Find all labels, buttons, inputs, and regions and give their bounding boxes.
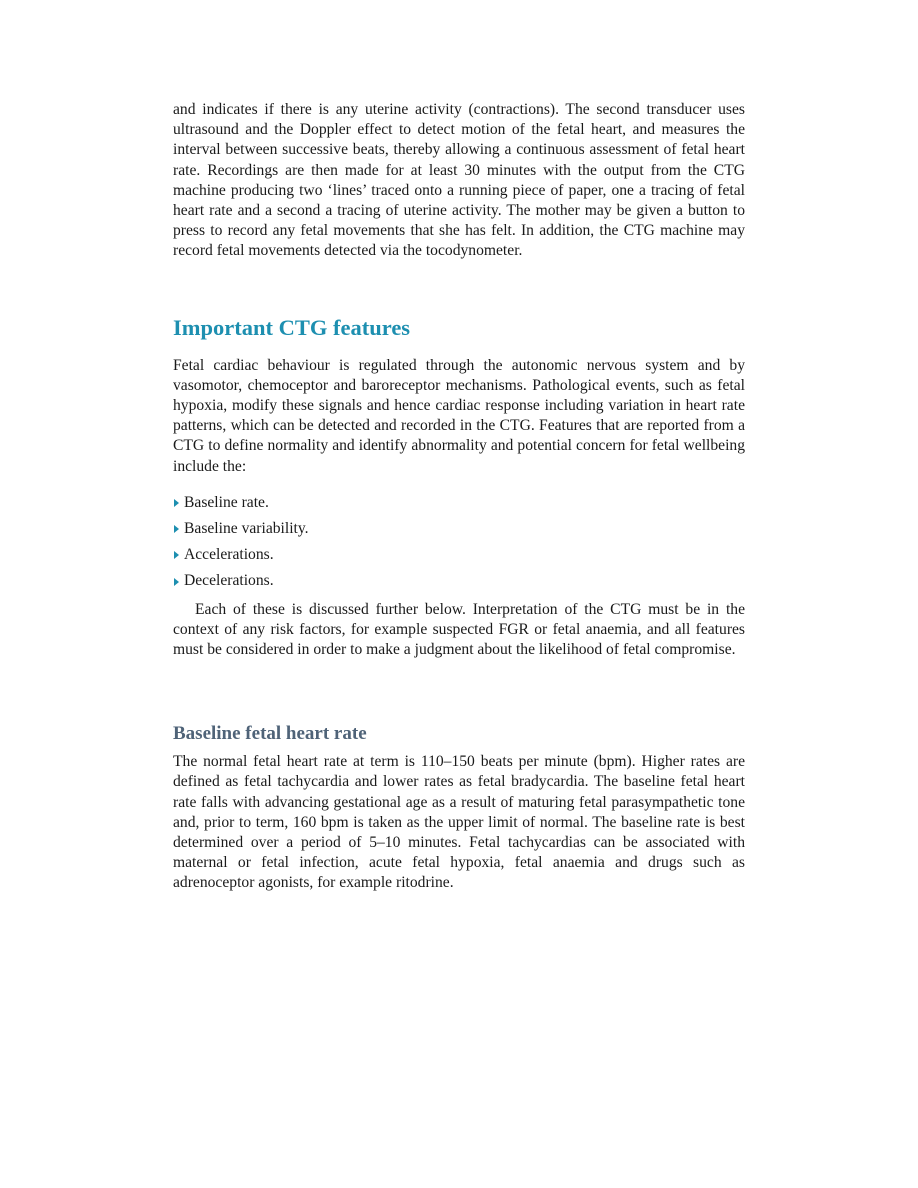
list-item-text: Baseline rate. (184, 493, 269, 511)
document-page (173, 100, 745, 894)
list-item (173, 571, 745, 591)
section-heading-important-ctg-features: Important CTG features (173, 314, 411, 340)
features-followup-paragraph: Each of these is discussed further below. Interpretation of the CTG must be in the context of any risk factors, for example suspected FGR or fetal anaemia, and all features must be considered in order to make a judgment about the likelihood of fetal compromise. (173, 600, 745, 659)
list-item-text: Decelerations. (184, 572, 274, 590)
section-heading-baseline-fetal-heart-rate: Baseline fetal heart rate (173, 723, 367, 745)
triangle-bullet-icon (174, 551, 179, 559)
list-item (173, 519, 745, 539)
intro-paragraph: and indicates if there is any uterine activity (contractions). The second transducer uses ultrasound and the Doppler effect to detect motion of the fetal heart, and measures the interval between successive beats, thereby allowing a continuous assessment of fetal heart rate. Recordings are then made for at least 30 minutes with the output from the CTG machine producing two ‘lines’ traced onto a running piece of paper, one a tracing of fetal heart rate and a second a tracing of uterine activity. The mother may be given a button to press to record any fetal movements that she has felt. In addition, the CTG machine may record fetal movements detected via the tocodynometer. (173, 101, 745, 260)
list-item (173, 493, 745, 513)
baseline-paragraph: The normal fetal heart rate at term is 110–150 beats per minute (bpm). Higher rates are defined as fetal tachycardia and lower rates as fetal bradycardia. The baseline fetal heart rate falls with advancing gestational age as a result of maturing fetal parasympathetic tone and, prior to term, 160 bpm is taken as the upper limit of normal. The baseline rate is best determined over a period of 5–10 minutes. Fetal tachycardias can be associated with maternal or fetal infection, acute fetal hypoxia, fetal anaemia and drugs such as adrenoceptor agonists, for example ritodrine. (173, 753, 745, 892)
list-item-text: Accelerations. (184, 546, 274, 564)
list-item-text: Baseline variability. (184, 520, 309, 538)
triangle-bullet-icon (174, 525, 179, 533)
ctg-features-list (173, 493, 745, 592)
triangle-bullet-icon (174, 499, 179, 507)
list-item (173, 545, 745, 565)
important-features-paragraph: Fetal cardiac behaviour is regulated through the autonomic nervous system and by vasomotor, chemoceptor and baroreceptor mechanisms. Pathological events, such as fetal hypoxia, modify these signals and hence cardiac response including variation in heart rate patterns, which can be detected and recorded in the CTG. Features that are reported from a CTG to define normality and identify abnormality and potential concern for fetal wellbeing include the: (173, 356, 745, 475)
triangle-bullet-icon (174, 578, 179, 586)
